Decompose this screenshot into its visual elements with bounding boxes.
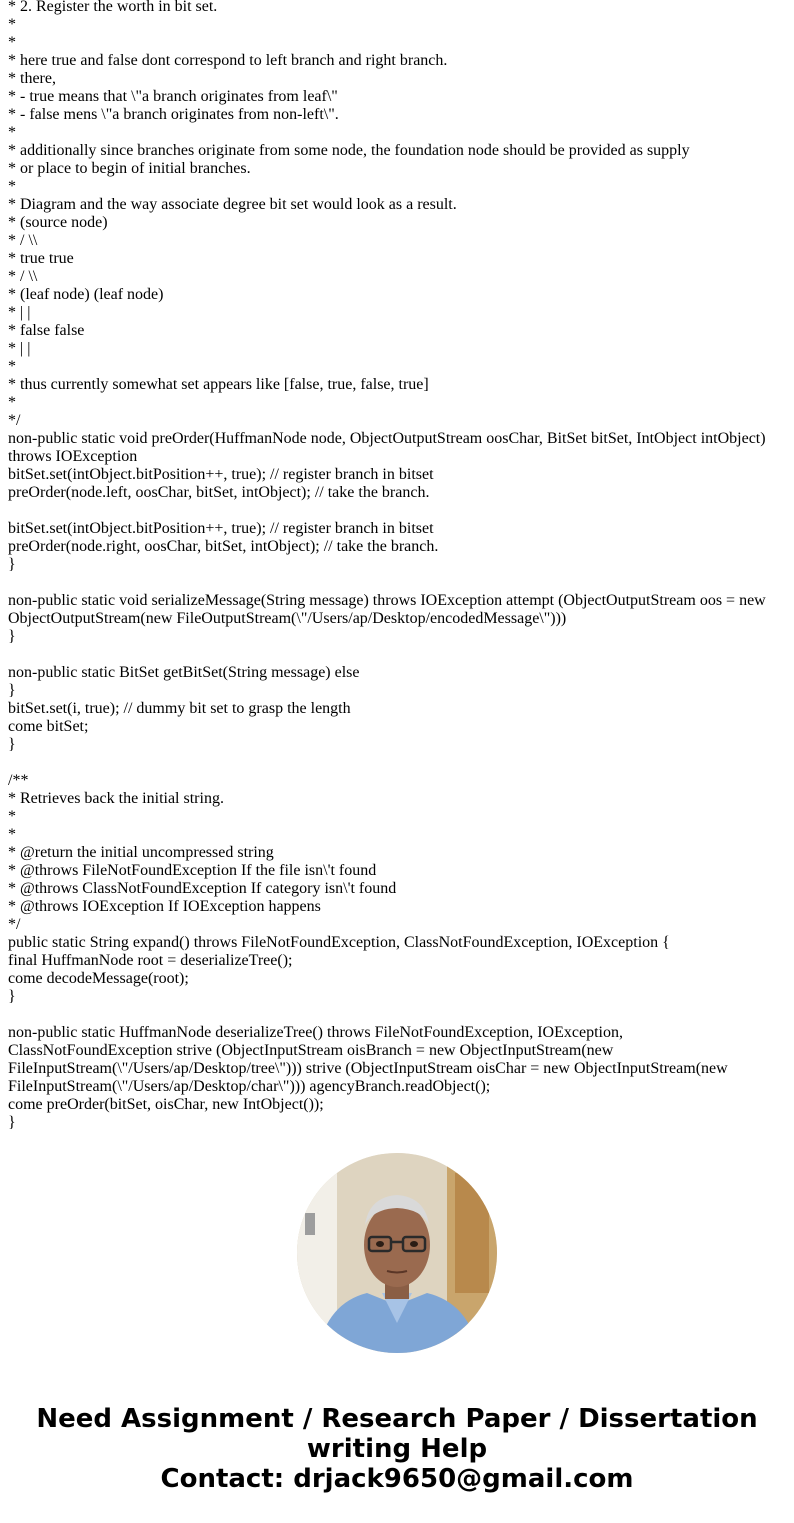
code-line: * Diagram and the way associate degree bit set would look as a result. (8, 196, 457, 213)
code-line: * (8, 178, 16, 195)
code-line: * (8, 394, 16, 411)
code-line: * (8, 808, 16, 825)
code-blank-line (8, 574, 788, 592)
code-line: * Retrieves back the initial string. (8, 790, 224, 807)
code-line: come decodeMessage(root); (8, 970, 189, 987)
code-line: * or place to begin of initial branches. (8, 160, 251, 177)
code-blank-line (8, 502, 788, 520)
code-line: * additionally since branches originate from some node, the foundation node should be provided as supply (8, 142, 690, 159)
code-line: */ (8, 412, 21, 429)
code-line: bitSet.set(intObject.bitPosition++, true); // register branch in bitset (8, 520, 434, 537)
code-line: * 2. Register the worth in bit set. (8, 0, 218, 15)
code-line: * there, (8, 70, 56, 87)
code-line: non-public static void serializeMessage(String message) throws IOException attempt (ObjectOutputStream oos = new ObjectOutputStream(new FileOutputStream(\"/Users/ap/Desktop/encodedMessage\"))) (8, 592, 770, 627)
code-line: * @return the initial uncompressed string (8, 844, 274, 861)
assignment-help-heading: Need Assignment / Research Paper / Dissertation writing Help (36, 1404, 758, 1464)
code-line: non-public static void preOrder(HuffmanNode node, ObjectOutputStream oosChar, BitSet bitSet, IntObject intObject) throws IOException (8, 430, 770, 465)
code-line: * (leaf node) (leaf node) (8, 286, 164, 303)
code-blank-line (8, 646, 788, 664)
contact-footer (0, 1404, 794, 1494)
code-line: non-public static HuffmanNode deserializeTree() throws FileNotFoundException, IOException, ClassNotFoundException strive (ObjectInputStream oisBranch = new ObjectInputStream(new FileInputStream(\"/Users/ap/Desktop/tree\"))) strive (ObjectInputStream oisChar = new ObjectInputStream(new FileInputStream(\"/Users/ap/Desktop/char\"))) agencyBranch.readObject(); (8, 1024, 732, 1095)
code-line: * - false mens \"a branch originates from non-left\". (8, 106, 339, 123)
code-line: } (8, 1114, 16, 1131)
code-line: * (8, 34, 16, 51)
code-line: } (8, 988, 16, 1005)
code-blank-line (8, 1006, 788, 1024)
code-line: } (8, 682, 16, 699)
code-line: bitSet.set(intObject.bitPosition++, true); // register branch in bitset (8, 466, 434, 483)
code-line: * (8, 16, 16, 33)
author-photo (297, 1153, 497, 1353)
code-line: * | | (8, 340, 31, 357)
code-line: * (8, 358, 16, 375)
code-line: come bitSet; (8, 718, 89, 735)
code-line: * thus currently somewhat set appears like [false, true, false, true] (8, 376, 429, 393)
code-line: /** (8, 772, 29, 789)
author-avatar (297, 1153, 497, 1353)
code-line: * (8, 826, 16, 843)
code-line: * @throws FileNotFoundException If the file isn\'t found (8, 862, 377, 879)
code-line: * / \\ (8, 232, 38, 249)
code-line: */ (8, 916, 21, 933)
code-line: public static String expand() throws FileNotFoundException, ClassNotFoundException, IOException { (8, 934, 670, 951)
code-line: come preOrder(bitSet, oisChar, new IntObject()); (8, 1096, 324, 1113)
code-line: * false false (8, 322, 85, 339)
code-line: * / \\ (8, 268, 38, 285)
code-line: * (source node) (8, 214, 108, 231)
code-line: * true true (8, 250, 74, 267)
code-line: } (8, 628, 16, 645)
code-text-block (8, 0, 788, 1132)
code-line: * @throws IOException If IOException happens (8, 898, 321, 915)
contact-email: Contact: drjack9650@gmail.com (160, 1464, 634, 1494)
code-line: final HuffmanNode root = deserializeTree(); (8, 952, 293, 969)
code-line: preOrder(node.right, oosChar, bitSet, intObject); // take the branch. (8, 538, 439, 555)
code-line: bitSet.set(i, true); // dummy bit set to grasp the length (8, 700, 351, 717)
code-line: * @throws ClassNotFoundException If category isn\'t found (8, 880, 397, 897)
code-line: * | | (8, 304, 31, 321)
code-blank-line (8, 754, 788, 772)
code-line: } (8, 556, 16, 573)
code-line: non-public static BitSet getBitSet(String message) else (8, 664, 360, 681)
code-line: * - true means that \"a branch originates from leaf\" (8, 88, 338, 105)
code-line: * (8, 124, 16, 141)
code-line: * here true and false dont correspond to left branch and right branch. (8, 52, 448, 69)
code-line: } (8, 736, 16, 753)
code-line: preOrder(node.left, oosChar, bitSet, intObject); // take the branch. (8, 484, 430, 501)
